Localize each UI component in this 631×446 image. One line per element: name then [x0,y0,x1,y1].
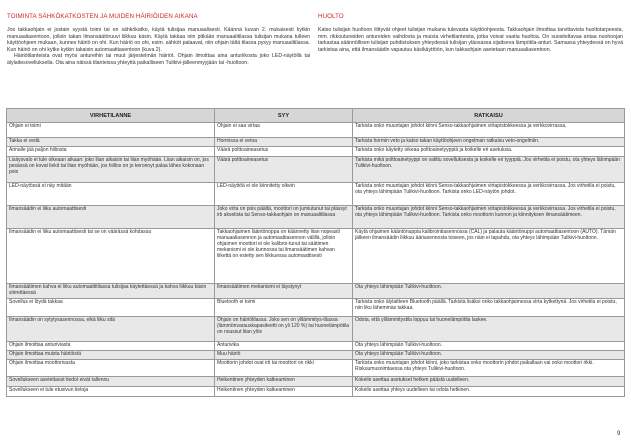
cell-solution: Tarkista onko käytetty oikeaa polttoainetyyppiä ja koikelle eri asetuksia. [353,147,625,157]
left-section-body [7,27,310,66]
right-section-title: HUOLTO [318,13,344,20]
cell-cause: Ohjain ei saa virtaa [215,123,353,138]
table-row [7,342,625,351]
cell-cause: Takkaohjaimen lääntönoppa on käännetty liian nopeasti manuaaliasennon ja automaattiasennon välillä, jolloin ohjaimen moottori ei ole kalibroi-tunut tai säätimen mekanismi ei ole kunnossa tai ilmansäätimen kahvan liikettä on estetty sen liikkuessa automaattisesti [215,229,353,284]
header-cause: SYY [215,109,353,123]
cell-solution: Ota yhteys lähimpään Tulikivi-huoltoon. [353,284,625,299]
right-section-body [318,27,623,53]
cell-fault: LED-näytössä ei näy mitään [7,183,215,206]
table-row [7,317,625,342]
table-row [7,138,625,147]
table-row [7,299,625,317]
table-header-row [7,109,625,123]
cell-solution: Kokeile asettaa yhteys uudelleen tai odota hetkinen. [353,387,625,397]
header-solution: RATKAISU [353,109,625,123]
cell-cause: Ilmansäätimen mekanismi ei täystynyt [215,284,353,299]
cell-cause: LED-näyttöä ei ole kiinnitetty oikein [215,183,353,206]
left-section-title: TOIMINTA SÄHKÖKATKOSTEN JA MUIDEN HÄIRIÖIDEN AIKANA [7,13,198,20]
cell-cause: Heikentinen yhteyden katkeaminen [215,377,353,387]
cell-solution: Käytä ohjaimen kääntönuppia kalibrointiasennossa (CAL) ja palauta kääntönuppi automaattiasentoon (AUTO). Tämän jälkeen ilmansäädin liikkuu ääriasennosta toiseen, jos näin ei tapahdu, ota yhteys lähimpään Tulikivi-huoltoon. [353,229,625,284]
cell-fault: Ilmansäädin ei liiku automaattisesti [7,206,215,229]
cell-solution: Tarkista onko muuntajan johdot kiinni Senso-takkaohjaimen virtapistokkeessa ja verkkovirrassa. Jos virhetila ei poistu, ota yhteys lähimpään Tulikivi-huoltoon. Tarkista onko moottorin kunnon ja kiinnityksen ilmansäätimeen. [353,206,625,229]
right-paragraph: Katso tulisijan huoltoon liittyvät ohjeet tulisijan mukana tulevasta käyttöohjeesta. Takkaohjain ilmoittaa tarvittavista huoltotarpeesta, mm. rikkoutuneiden antureiden vaihdosta ja muista virhetilanteista, jotka voivat vaatia huoltoa. On suositeltavaa antaa nuohoojan tarkastaa säännöllisen tulisijan puhdistuksen yhteydessä tulisijan yläosassa sijaitseva lämpötila-anturi. Samassa yhteydessä on hyvä tarkistaa aina, että ilmansäädin vapautuu käsikäyttöön, kun takkaohjain asetetaan manuaaliasentoon. [318,27,623,53]
cell-cause: Ohjain on häiriötilassa. Joko sen on ylilämmitys-tilassa (lämmönvarauskapasiteetti on yli 120 %) tai huonelämpötila on noussut liian ylös [215,317,353,342]
cell-fault: Ohjain ilmoittaa anturiviasta [7,342,215,351]
cell-cause: Hormissa ei vetoa [215,138,353,147]
table-row [7,284,625,299]
cell-cause: Heikentinen yhteyden katkeaminen [215,387,353,397]
cell-fault: Ohjain ilmoittaa moottorivasta [7,360,215,377]
table-row [7,360,625,377]
cell-fault: Ilmansäädin ei liiku automaattisesti tai se on väärässä kohdassa [7,229,215,284]
table-row [7,123,625,138]
cell-fault: Sovellukseen ei tule etusivun tietoja [7,387,215,397]
table-row [7,351,625,360]
cell-fault: Ilmansäätimen kahva ei liiku automaattitilassa tulisijaa käytettäessä ja kahva liikkuu käsin siirrettäessä [7,284,215,299]
cell-solution: Tarkista onko muuntajan johdot kiinni Senso-takkaohjaimen virtapistokkeessa ja verkkovirrassa. Jos virhetila ei poistu, ota yhteys lähimpään Tulikivi-huoltoon. Tarkista onko LED-näytön johdot. [353,183,625,206]
cell-cause: Väärä polttoaineasetus [215,157,353,183]
cell-solution: Tarkista onko älylaitteen Bluetooth päällä. Tarkista lisäksi onko takkaohjaimessa virta kytkettynä. Jos virhetila ei poistu, niin liku lähemmäs takkaa. [353,299,625,317]
cell-fault: Lisäysvalo ei tule oikeaan aikaan: joko liian aikaisin tai liian myöhään. Liian aikaisin on, jos pesässä on kovat liekit tai liian myöhään, jos hiillos on jo keronnyt palaa lähes kokonaan pois [7,157,215,183]
table-row [7,387,625,397]
cell-solution: Tarkista onko muuntajan johdot kiinni Senso-takkaohjaimen virtapistokkeessa ja verkkovirrassa. [353,123,625,138]
left-paragraph: Jos takkaohjain ei jostain syystä toimi tai on sähkökatko, käytä tulisijaa manuaalisesti. Käännä kuvan 2. mukaisesti kytkin manuaaliasentoon, jolloin takan ilmansäätöruuvi liikkuu käsin. Käytä takkaa niin pitkään manuaalitilassa tulisijan mukana tulleen käyttöohjeen mukaan, kunnes häiriö on ohi. Kun häiriö on ohi, esim. sähköt palaavat, niin ohjain tältä tilassa pysyy manuaalitilassa. Kun häiriö on ohi kytke kytkin takaisin automaattiasentoon (kuva 2). [7,27,310,53]
cell-fault: Arinalle jää paljon hiiliosta [7,147,215,157]
cell-cause: Muu häiriö [215,351,353,360]
troubleshooting-table [6,108,625,397]
table-row [7,147,625,157]
cell-cause: Joko virta on pois päältä, moottori on jumiutunut tai plässyt irti akselista tai Senso-takkaohjain on manuaalitilassa [215,206,353,229]
cell-solution: Ota yhteys lähimpään Tulikivi-huoltoon. [353,342,625,351]
cell-fault: Ilmansäädin on sytytysasennossa, eikä liiku sitä [7,317,215,342]
cell-solution: Tarkista mikä polttoainetyyppi on valittu sovelluksesta ja koikelle eri tyyppiä. Jos virhetila ei poistu, ota yhteys lähimpään Tulikivi-huoltoon. [353,157,625,183]
cell-solution: Ota yhteys lähimpään Tulikivi-huoltoon. [353,351,625,360]
table-row [7,377,625,387]
cell-cause: Anturivika [215,342,353,351]
cell-fault: Takka ei vedä [7,138,215,147]
table-row [7,183,625,206]
table-row [7,206,625,229]
cell-solution: Odota, että ylilämmitystila loppuu tai huonelämpötila laskee. [353,317,625,342]
cell-fault: Ohjain ei toimi [7,123,215,138]
table-row [7,157,625,183]
cell-cause: Bluetooth ei toimi [215,299,353,317]
cell-solution: Kokeile asettaa asetukset hetken päästä uudelleen. [353,377,625,387]
cell-fault: Sovellus ei löydä takkaa [7,299,215,317]
table-row [7,229,625,284]
cell-solution: Tarkista onko muuntajan johdot kiinni, joko tarkistaa onko moottorin johdot paikallaan vai onko moottori rikki. Riskuumusoimtaessa ota yhteys Tulikivi-huoltoon. [353,360,625,377]
cell-fault: Ohjain ilmoittaa muista häiriöistä [7,351,215,360]
cell-solution: Tarkista hormin veto ja katso takan käyttöohjeen ongelman ratkaisu veto-ongelmiin. [353,138,625,147]
page-number: 9 [617,431,621,437]
cell-cause: Väärä polttoaineasetus [215,147,353,157]
cell-cause: Moottorin johdot ovat irti tai moottori on rikki [215,360,353,377]
left-paragraph: Häiriötilanteista ovat myös antureihin tai muut järjestelmän häiriöt. Ohjain ilmoittaa aina anturiikosta joko LED-näytöllä tai älylaitesovelluksella. Ota aina näissä tilanteissa yhteyttä paikalliseen Tulikivi-jälleenmyyjään tai -huoltoon. [7,53,310,66]
cell-fault: Sovellukseen asetettavat tiedot eivät tallennu [7,377,215,387]
header-fault: VIRHETILANNE [7,109,215,123]
